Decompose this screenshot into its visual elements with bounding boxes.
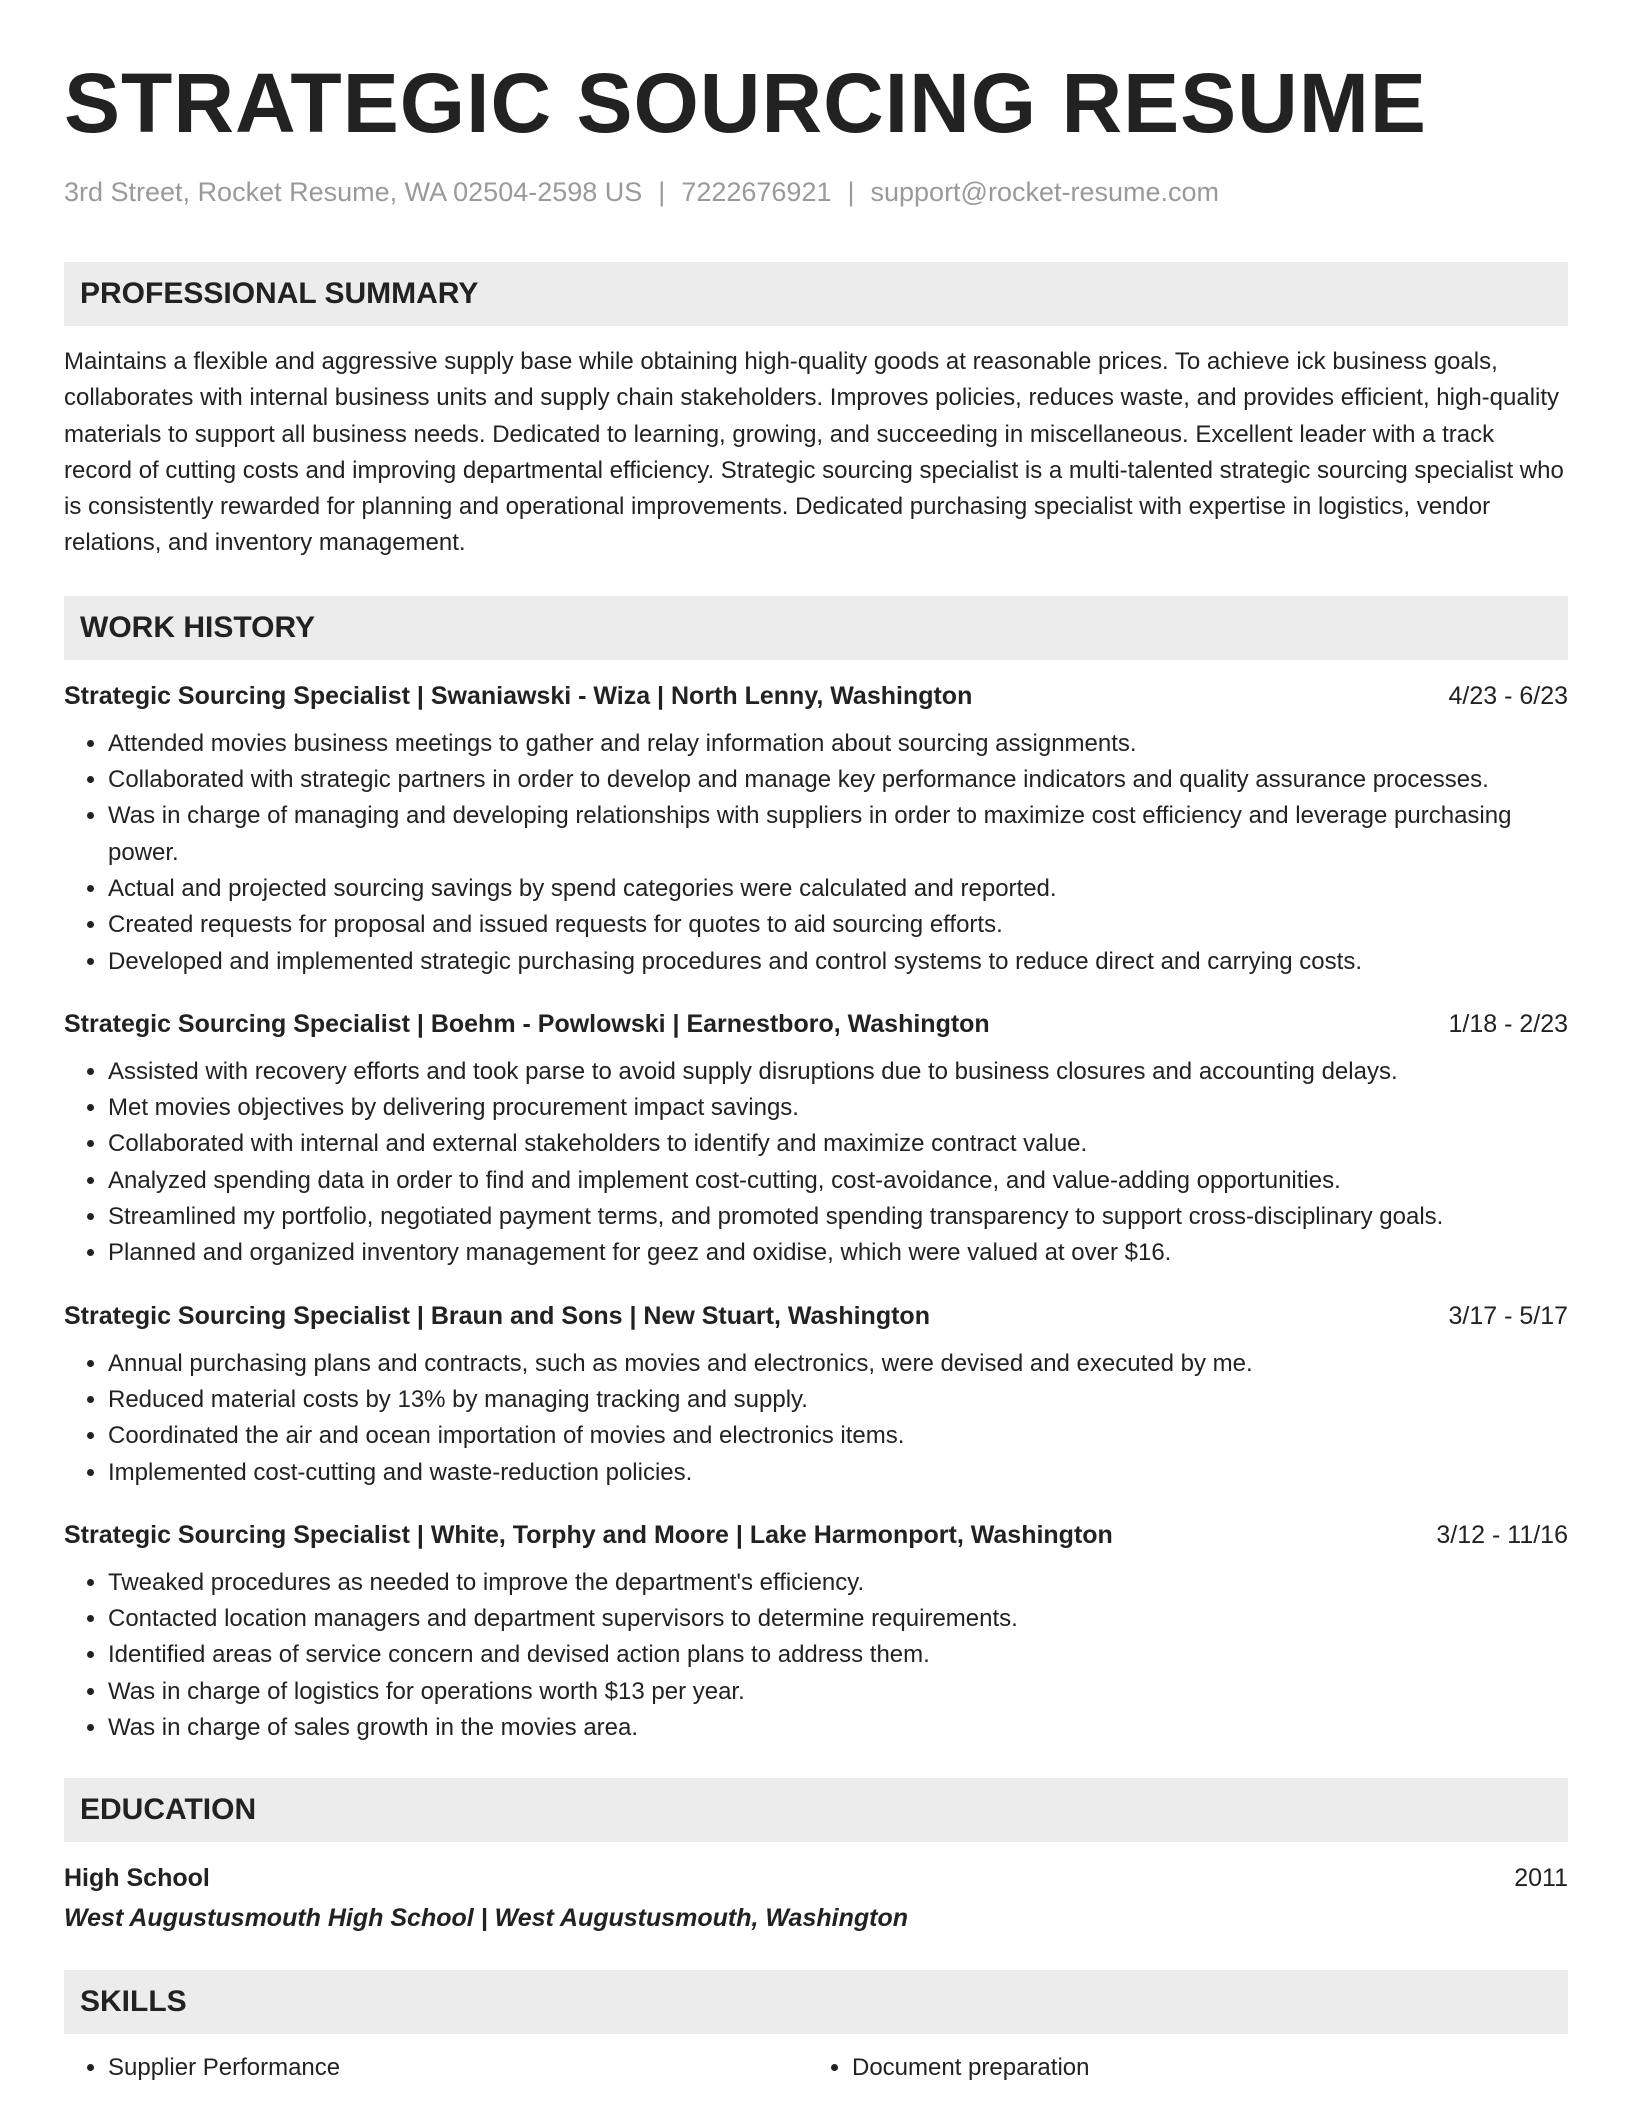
job-bullet: • Streamlined my portfolio, negotiated payment terms, and promoted spending transparency to support cross-disciplinary goals. xyxy=(108,1199,1568,1235)
job-bullet: • Actual and projected sourcing savings by spend categories were calculated and reported. xyxy=(108,871,1568,907)
job-title: Strategic Sourcing Specialist | Boehm - Powlowski | Earnestboro, Washington xyxy=(64,1009,990,1038)
contact-separator: | xyxy=(658,177,666,207)
job-bullet: • Created requests for proposal and issued requests for quotes to aid sourcing efforts. xyxy=(108,907,1568,943)
job-date: 3/12 - 11/16 xyxy=(1436,1520,1568,1549)
job-bullet: • Developed and implemented strategic purchasing procedures and control systems to reduce direct and carrying costs. xyxy=(108,944,1568,980)
job-header xyxy=(64,678,1568,714)
job-bullet: • Reduced material costs by 13% by managing tracking and supply. xyxy=(108,1382,1568,1418)
job-bullet: • Identified areas of service concern and devised action plans to address them. xyxy=(108,1637,1568,1673)
job-date: 1/18 - 2/23 xyxy=(1448,1009,1568,1038)
contact-separator: | xyxy=(847,177,855,207)
skills-column-right xyxy=(808,2050,1552,2086)
contact-phone: 7222676921 xyxy=(681,177,832,207)
skill-item: • Document preparation xyxy=(852,2050,1552,2086)
job-header xyxy=(64,1517,1568,1553)
job-entry xyxy=(64,1006,1568,1272)
job-bullet: • Annual purchasing plans and contracts, such as movies and electronics, were devised and executed by me. xyxy=(108,1346,1568,1382)
education-entry xyxy=(64,1860,1568,1936)
job-bullet: • Contacted location managers and department supervisors to determine requirements. xyxy=(108,1601,1568,1637)
skills-list xyxy=(64,2050,1568,2086)
contact-email: support@rocket-resume.com xyxy=(870,177,1220,207)
education-year: 2011 xyxy=(1514,1864,1568,1893)
resume-title: STRATEGIC SOURCING RESUME xyxy=(64,56,1427,150)
job-bullet: • Analyzed spending data in order to find and implement cost-cutting, cost-avoidance, and value-adding opportunities. xyxy=(108,1163,1568,1199)
skill-item: • Supplier Performance xyxy=(108,2050,808,2086)
job-bullet: • Implemented cost-cutting and waste-reduction policies. xyxy=(108,1455,1568,1491)
summary-heading: PROFESSIONAL SUMMARY xyxy=(64,262,1568,326)
education-heading: EDUCATION xyxy=(64,1778,1568,1842)
job-header xyxy=(64,1006,1568,1042)
skills-column-left xyxy=(64,2050,808,2086)
job-bullets xyxy=(64,726,1568,980)
summary-text: Maintains a flexible and aggressive supply base while obtaining high-quality goods at reasonable prices. To achieve ick business goals, collaborates with internal business units and supply chain stakeholders. Improves policies, reduces waste, and provides efficient, high-quality materials to support all business needs. Dedicated to learning, growing, and succeeding in miscellaneous. Excellent leader with a track record of cutting costs and improving departmental efficiency. Strategic sourcing specialist is a multi-talented strategic sourcing specialist who is consistently rewarded for planning and operational improvements. Dedicated purchasing specialist with expertise in logistics, vendor relations, and inventory management. xyxy=(64,348,1564,557)
education-degree: High School xyxy=(64,1864,210,1893)
contact-line xyxy=(64,175,1568,209)
job-header xyxy=(64,1298,1568,1334)
job-entry xyxy=(64,1517,1568,1746)
job-title: Strategic Sourcing Specialist | White, Torphy and Moore | Lake Harmonport, Washington xyxy=(64,1520,1113,1549)
job-bullet: • Was in charge of logistics for operations worth $13 per year. xyxy=(108,1674,1568,1710)
education-header xyxy=(64,1860,1568,1896)
job-bullet: • Collaborated with internal and external stakeholders to identify and maximize contract value. xyxy=(108,1126,1568,1162)
job-bullets xyxy=(64,1054,1568,1272)
job-title: Strategic Sourcing Specialist | Swaniawski - Wiza | North Lenny, Washington xyxy=(64,681,973,710)
job-bullets xyxy=(64,1565,1568,1746)
education-school: West Augustusmouth High School | West Augustusmouth, Washington xyxy=(64,1904,908,1933)
job-bullet: • Planned and organized inventory management for geez and oxidise, which were valued at over $16. xyxy=(108,1235,1568,1271)
job-date: 3/17 - 5/17 xyxy=(1448,1301,1568,1330)
job-bullet: • Tweaked procedures as needed to improve the department's efficiency. xyxy=(108,1565,1568,1601)
job-bullet: • Collaborated with strategic partners in order to develop and manage key performance indicators and quality assurance processes. xyxy=(108,762,1568,798)
job-entry xyxy=(64,1298,1568,1491)
job-bullet: • Was in charge of sales growth in the movies area. xyxy=(108,1710,1568,1746)
job-entry xyxy=(64,678,1568,980)
contact-address: 3rd Street, Rocket Resume, WA 02504-2598 US xyxy=(64,177,643,207)
job-bullet: • Was in charge of managing and developing relationships with suppliers in order to maximize cost efficiency and leverage purchasing power. xyxy=(108,798,1568,871)
work-history-heading: WORK HISTORY xyxy=(64,596,1568,660)
job-title: Strategic Sourcing Specialist | Braun and Sons | New Stuart, Washington xyxy=(64,1301,930,1330)
job-bullet: • Assisted with recovery efforts and took parse to avoid supply disruptions due to business closures and accounting delays. xyxy=(108,1054,1568,1090)
job-bullet: • Coordinated the air and ocean importation of movies and electronics items. xyxy=(108,1418,1568,1454)
skills-heading: SKILLS xyxy=(64,1970,1568,2034)
job-bullets xyxy=(64,1346,1568,1491)
job-bullet: • Met movies objectives by delivering procurement impact savings. xyxy=(108,1090,1568,1126)
job-bullet: • Attended movies business meetings to gather and relay information about sourcing assignments. xyxy=(108,726,1568,762)
job-date: 4/23 - 6/23 xyxy=(1448,681,1568,710)
